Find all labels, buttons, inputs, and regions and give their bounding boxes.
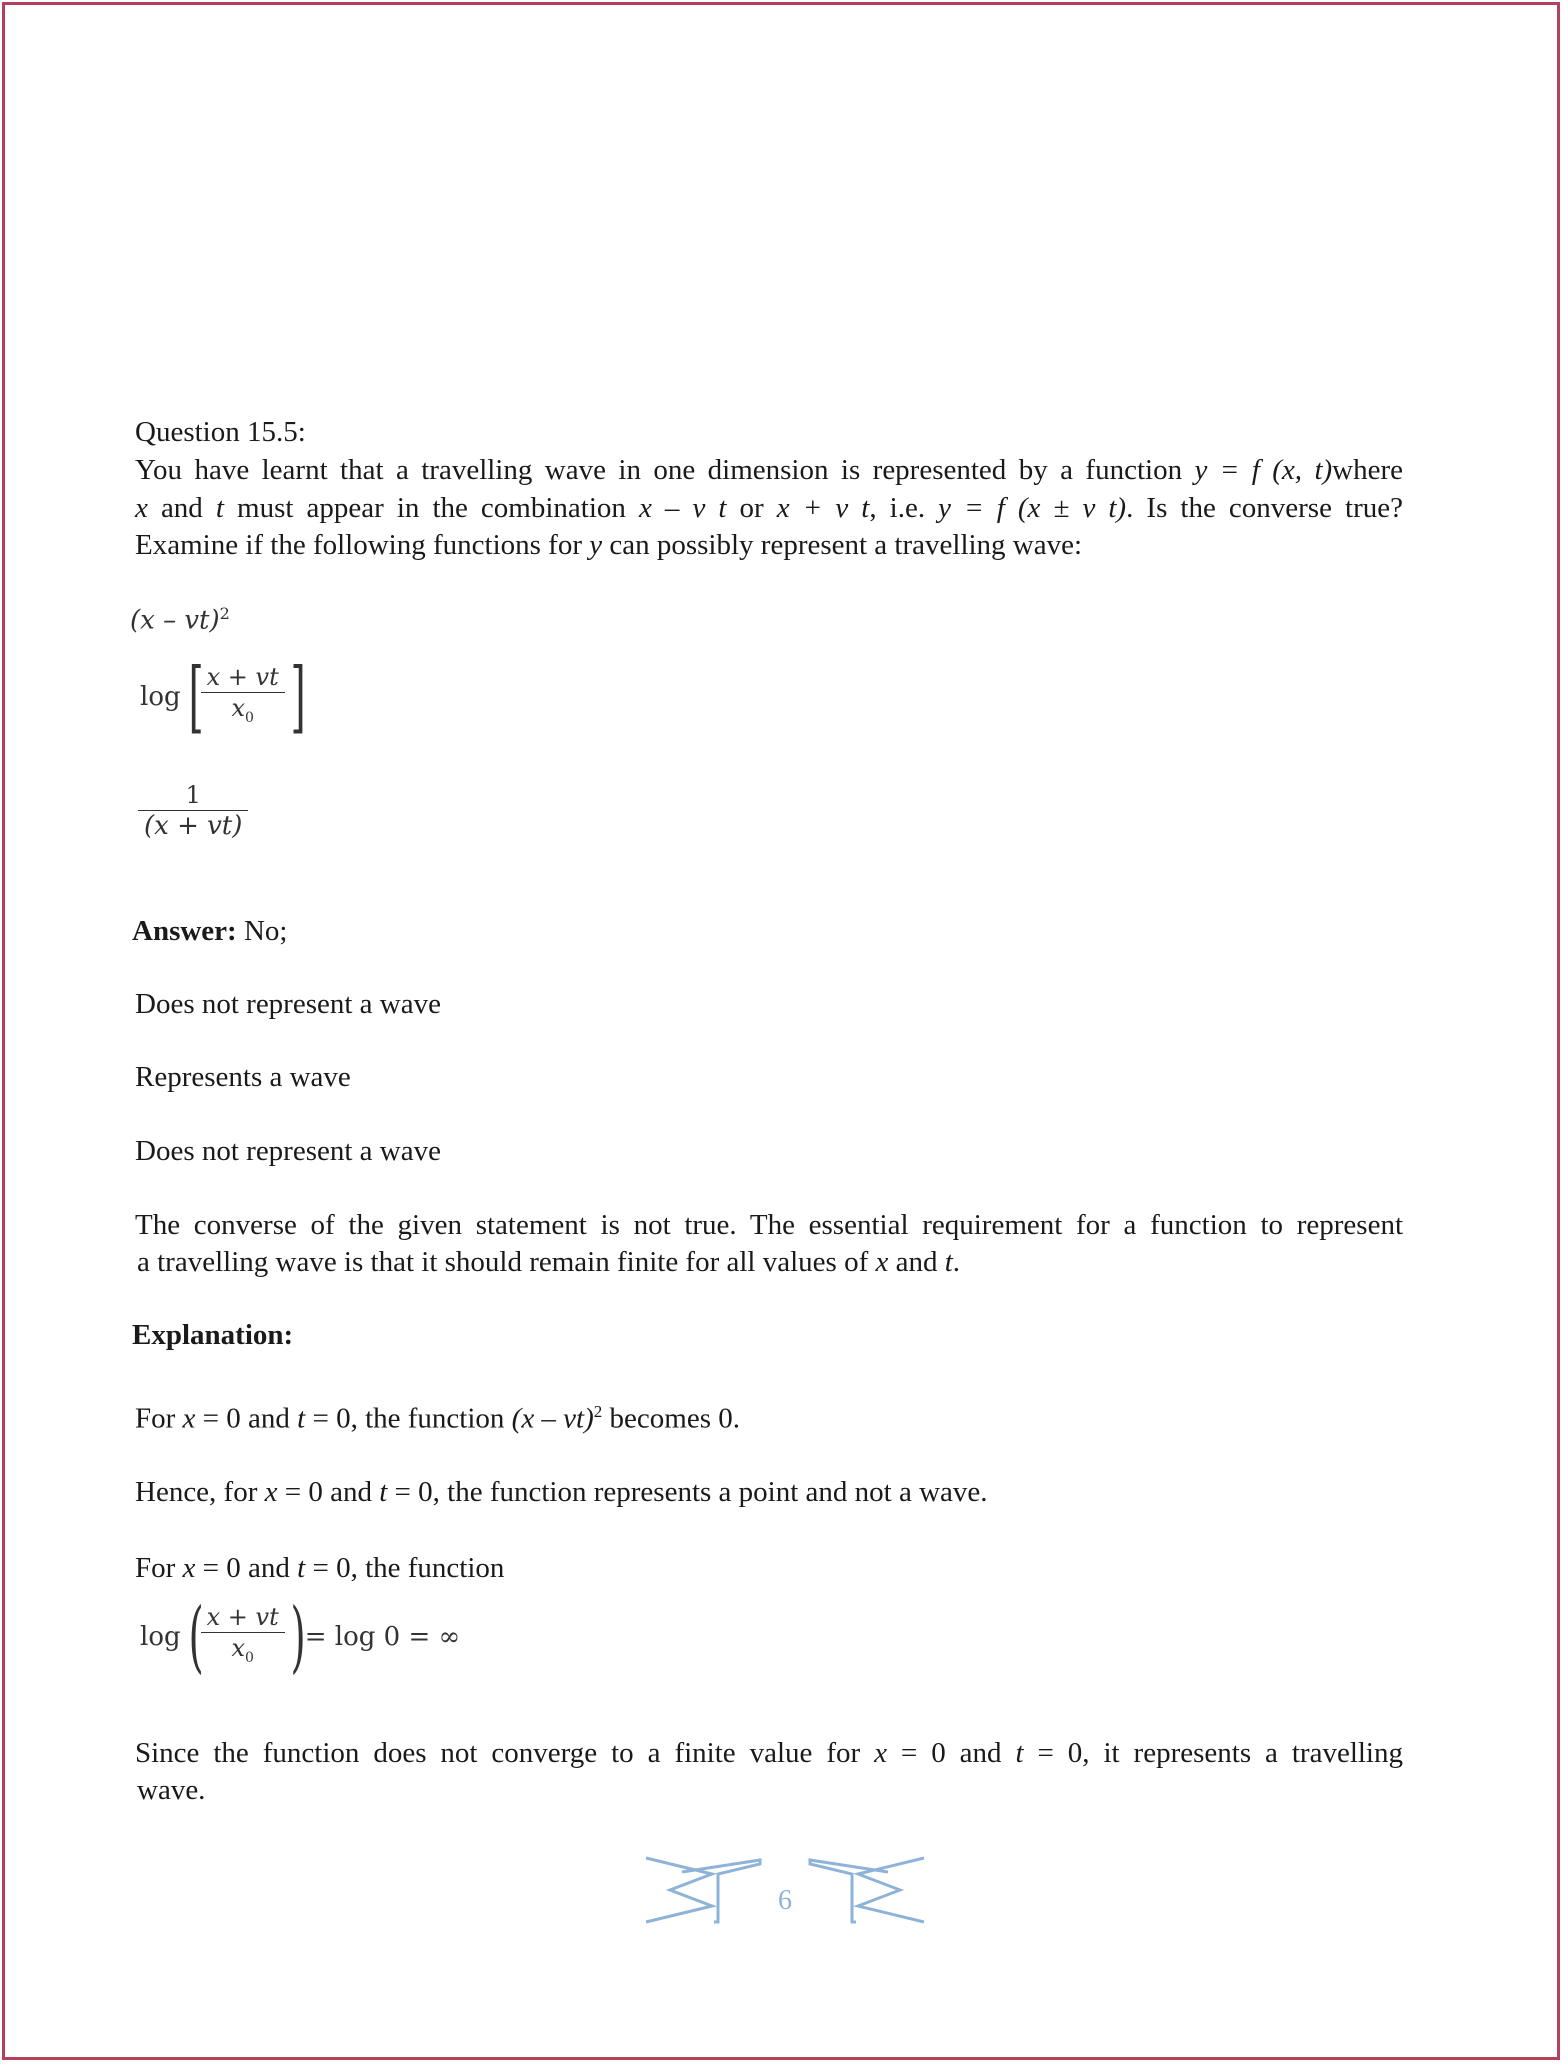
explanation-line-2: Hence, for x = 0 and t = 0, the function represents a point and not a wave.: [135, 1476, 988, 1508]
question-line-1: You have learnt that a travelling wave in one dimension is represented by a function y = f (x, t)where: [135, 454, 1404, 486]
explanation-equation: log ( $\frac{x + vt}{x_0}$ ) = log 0 = ∞: [140, 1592, 461, 1682]
function-3: $\frac{1}{(x + vt)}$: [138, 780, 248, 841]
explanation-label: Explanation:: [132, 1319, 294, 1351]
converse-line-2: a travelling wave is that it should remain finite for all values of x and t.: [137, 1246, 961, 1278]
answer-label: Answer:: [132, 915, 237, 947]
explanation-line-1: For x = 0 and t = 0, the function (x – vt)$^2$ becomes 0.: [135, 1402, 740, 1435]
answer-item-1: Does not represent a wave: [135, 988, 441, 1020]
function-notation: y = f (x, t): [1194, 454, 1333, 486]
page-number: 6: [778, 1885, 792, 1916]
explanation-line-5: wave.: [137, 1774, 206, 1806]
function-2: log [ $\frac{x + vt}{x_0}$ ]: [140, 652, 306, 742]
ornament-right-bracket: [810, 1860, 888, 1922]
converse-line-1: The converse of the given statement is not true. The essential requirement for a function to represent: [135, 1209, 1403, 1241]
answer-value: No;: [236, 915, 288, 947]
function-1: (x – vt)$^2$: [130, 604, 230, 636]
answer-line: [132, 913, 287, 950]
explanation-line-4: Since the function does not converge to a finite value for x = 0 and t = 0, it represents a travelling: [135, 1737, 1403, 1769]
question-line-2: x and t must appear in the combination x – v t or x + v t, i.e. y = f (x ± v t). Is the converse true?: [135, 492, 1403, 524]
answer-item-3: Does not represent a wave: [135, 1135, 441, 1167]
ornament-left-bracket: [682, 1860, 760, 1922]
explanation-line-3: For x = 0 and t = 0, the function: [135, 1552, 505, 1584]
question-title: Question 15.5:: [135, 416, 306, 448]
answer-item-2: Represents a wave: [135, 1061, 351, 1093]
question-line-3: Examine if the following functions for y can possibly represent a travelling wave:: [135, 529, 1083, 561]
